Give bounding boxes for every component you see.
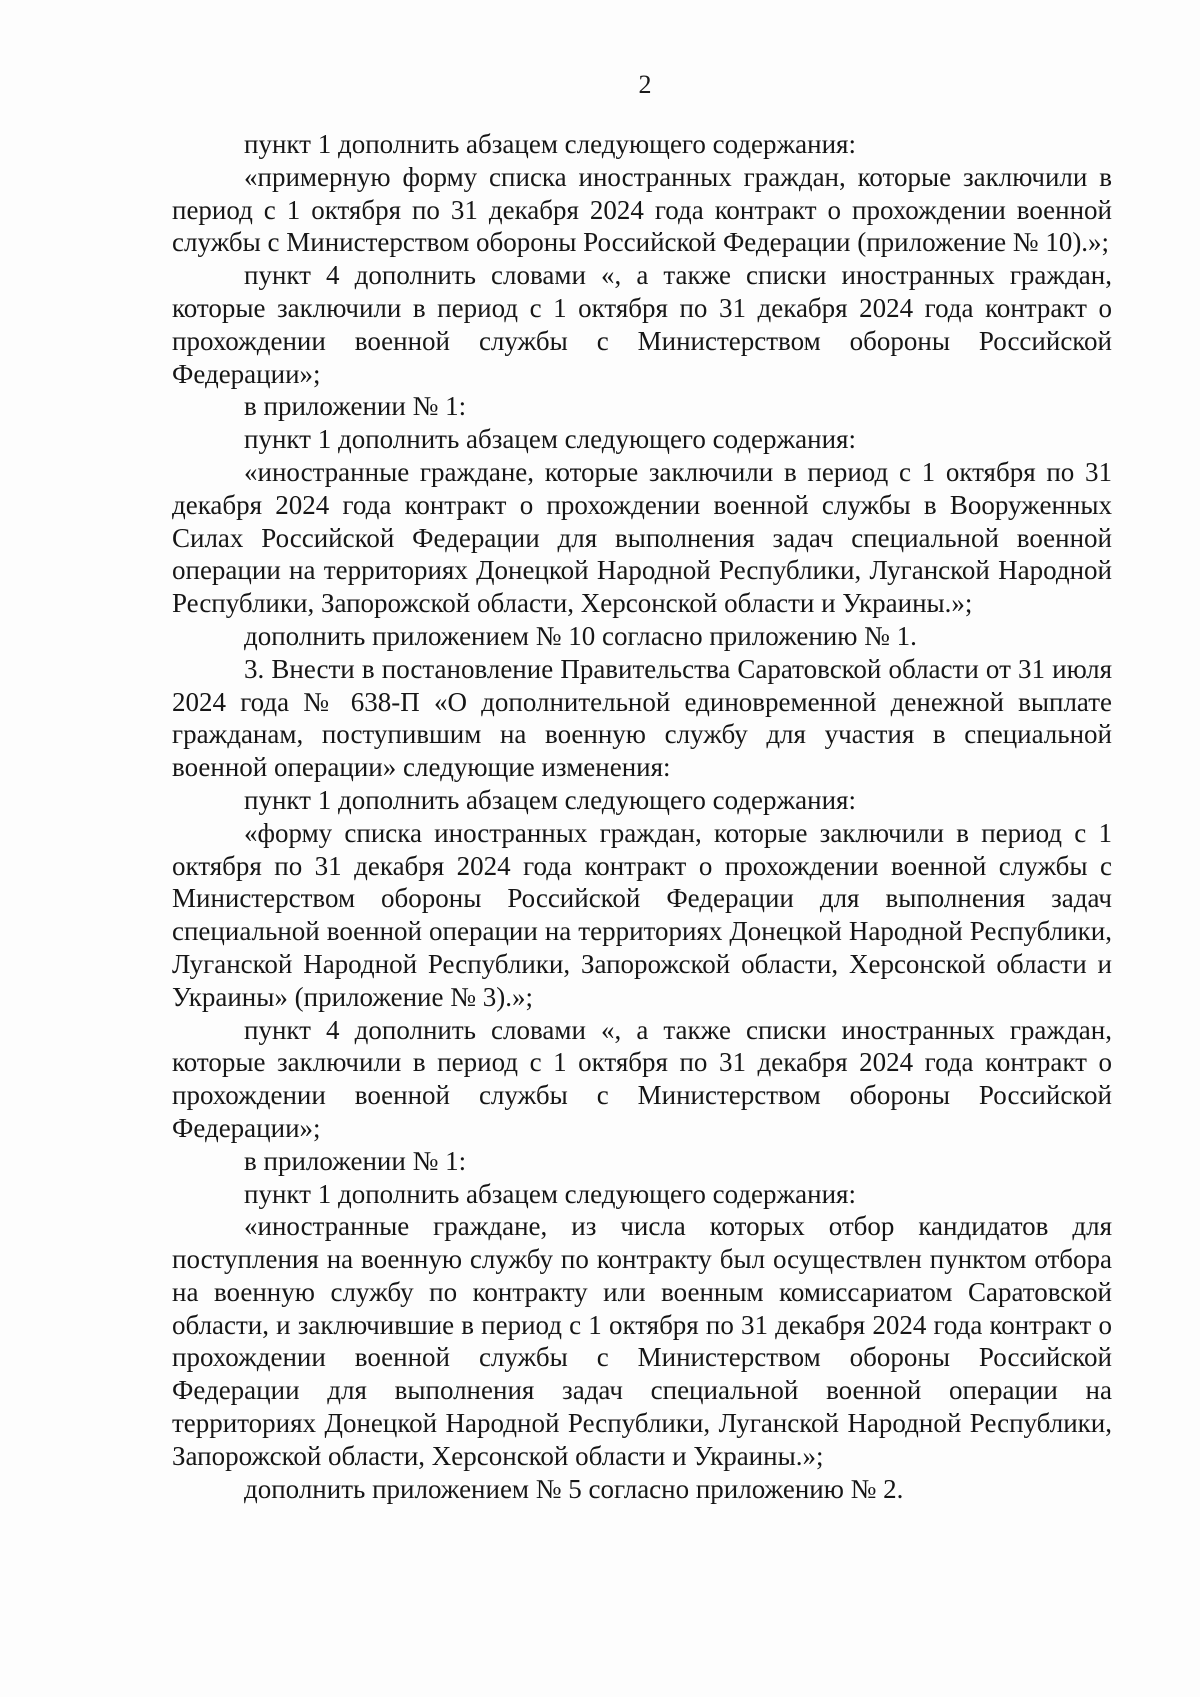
paragraph-10: «форму списка иностранных граждан, которые заключили в период с 1 октября по 31 декабря 2024 года контракт о прохождении военной службы с Министерством обороны Российской Федерации для выполнения задач специальной военной операции на территориях Донецкой Народной Республики, Луганской Народной Республики, Запорожской области, Херсонской области и Украины» (приложение № 3).»; bbox=[172, 817, 1112, 1012]
paragraph-13: пункт 1 дополнить абзацем следующего содержания: bbox=[244, 1178, 856, 1209]
paragraph-2: «примерную форму списка иностранных граждан, которые заключили в период с 1 октября по 31 декабря 2024 года контракт о прохождении военной службы с Министерством обороны Российской Федерации (приложение № 10).»; bbox=[172, 161, 1112, 258]
page-number: 2 bbox=[638, 70, 652, 99]
paragraph-3: пункт 4 дополнить словами «, а также списки иностранных граждан, которые заключили в период с 1 октября по 31 декабря 2024 года контракт о прохождении военной службы с Министерством обороны Российской Федерации»; bbox=[172, 260, 1112, 389]
paragraph-12: в приложении № 1: bbox=[244, 1145, 467, 1176]
document-body bbox=[172, 128, 1112, 1505]
paragraph-9: пункт 1 дополнить абзацем следующего содержания: bbox=[244, 784, 856, 815]
paragraph-6: «иностранные граждане, которые заключили в период с 1 октября по 31 декабря 2024 года контракт о прохождении военной службы в Вооруженных Силах Российской Федерации для выполнения задач специальной военной операции на территориях Донецкой Народной Республики, Луганской Народной Республики, Запорожской области, Херсонской области и Украины.»; bbox=[172, 456, 1112, 619]
paragraph-14: «иностранные граждане, из числа которых отбор кандидатов для поступления на военную службу по контракту был осуществлен пунктом отбора на военную службу по контракту или военным комиссариатом Саратовской области, и заключившие в период с 1 октября по 31 декабря 2024 года контракт о прохождении военной службы с Министерством обороны Российской Федерации для выполнения задач специальной военной операции на территориях Донецкой Народной Республики, Луганской Народной Республики, Запорожской области, Херсонской области и Украины.»; bbox=[172, 1211, 1112, 1471]
paragraph-15: дополнить приложением № 5 согласно приложению № 2. bbox=[244, 1473, 904, 1504]
paragraph-7: дополнить приложением № 10 согласно приложению № 1. bbox=[244, 620, 917, 651]
paragraph-5: пункт 1 дополнить абзацем следующего содержания: bbox=[244, 424, 856, 455]
paragraph-4: в приложении № 1: bbox=[244, 391, 467, 422]
paragraph-8: 3. Внести в постановление Правительства Саратовской области от 31 июля 2024 года № 638-П «О дополнительной единовременной денежной выплате гражданам, поступившим на военную службу для участия в специальной военной операции» следующие изменения: bbox=[172, 653, 1112, 783]
paragraph-11: пункт 4 дополнить словами «, а также списки иностранных граждан, которые заключили в период с 1 октября по 31 декабря 2024 года контракт о прохождении военной службы с Министерством обороны Российской Федерации»; bbox=[172, 1014, 1112, 1143]
paragraph-1: пункт 1 дополнить абзацем следующего содержания: bbox=[244, 129, 856, 159]
